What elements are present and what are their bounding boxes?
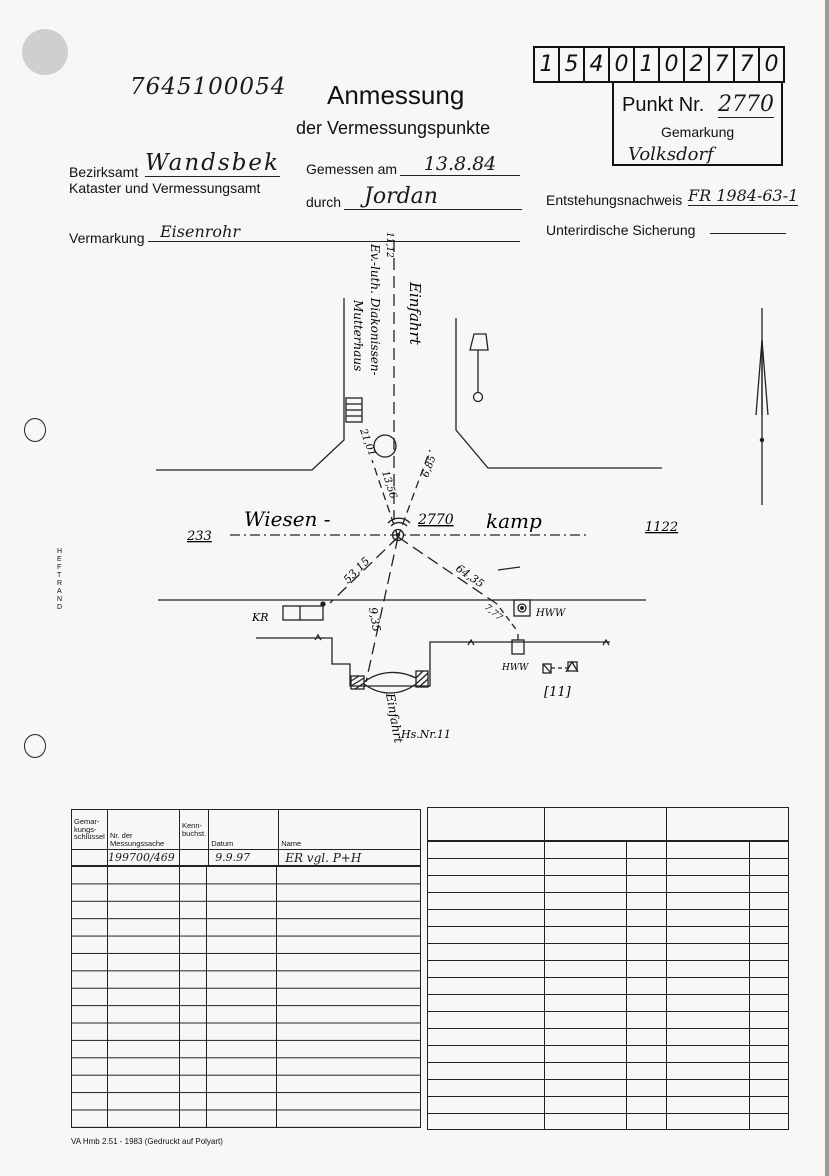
right-table-header-row — [427, 807, 789, 841]
bezirksamt-label: Bezirksamt — [69, 164, 139, 180]
entstehung-value: FR 1984-63-1 — [688, 186, 799, 205]
col-header-name: Name — [279, 810, 421, 850]
measure-5315: 53,15 — [340, 554, 373, 587]
lamp-symbol — [470, 334, 488, 350]
unterirdisch-label: Unterirdische Sicherung — [546, 222, 696, 238]
messungssache-value: 199700/469 — [108, 850, 180, 866]
measurement-table-left — [71, 809, 421, 866]
durch-value: Jordan — [344, 184, 522, 210]
building-label-2: Mutterhaus — [351, 300, 365, 372]
col-header-gemarkung: Gemar-kungs-schlüssel — [72, 810, 108, 850]
code-digit: 0 — [764, 52, 779, 77]
kataster-label: Kataster und Vermessungsamt — [69, 180, 261, 196]
col-header-kennbuchst: Kenn-buchst. — [180, 810, 209, 850]
vermarkung-value: Eisenrohr — [148, 222, 520, 242]
code-digit: 5 — [560, 48, 585, 81]
street-name-right: kamp — [486, 509, 542, 533]
gemarkung-label: Gemarkung — [661, 124, 735, 140]
house-number-label: [11] — [544, 685, 571, 700]
measure-777: 7,77 — [482, 602, 504, 624]
durch-label: durch — [306, 194, 342, 210]
code-digit: 0 — [660, 48, 685, 81]
name-value: ER vgl. P+H — [279, 850, 421, 866]
measure-685: 6,85 — [420, 454, 439, 480]
code-digit: 7 — [710, 48, 735, 81]
point-number-label: 2770 — [418, 512, 454, 528]
gemarkung-value: Volksdorf — [628, 144, 714, 165]
hww-label-2: HWW — [502, 663, 529, 673]
file-number: 7645100054 — [130, 74, 287, 100]
col-header-messungssache: Nr. der Messungssache — [108, 810, 180, 850]
code-digit: 2 — [685, 48, 710, 81]
code-digit: 4 — [585, 48, 610, 81]
form-footer: VA Hmb 2.51 - 1983 (Gedruckt auf Polyart) — [71, 1137, 223, 1146]
code-digit: 7 — [735, 48, 760, 81]
distance-left: 233 — [187, 529, 212, 544]
heftrand-label: HEFTRAND — [57, 548, 63, 611]
measure-1356: 13,56 — [379, 469, 399, 501]
measure-6435: 64,35 — [453, 561, 487, 591]
table-row — [72, 850, 421, 866]
col-header-datum: Datum — [209, 810, 279, 850]
bezirksamt-value: Wandsbek — [145, 150, 280, 176]
distance-right: 1122 — [645, 520, 679, 535]
property-line-lower — [256, 638, 610, 686]
einfahrt-bottom-label: Einfahrt — [383, 692, 406, 744]
street-name-left: Wiesen - — [244, 507, 331, 531]
kr-label: KR — [252, 611, 269, 624]
vermarkung-label: Vermarkung — [69, 230, 145, 246]
hww-label-1: HWW — [536, 608, 566, 619]
einfahrt-top-label: Einfahrt — [406, 282, 424, 345]
code-digit: 1 — [635, 48, 660, 81]
punkt-value: 2770 — [718, 92, 774, 117]
page-subtitle: der Vermessungspunkte — [296, 118, 491, 138]
building-label-1: Ev.-luth. Diakonissen- — [368, 244, 382, 376]
gemessen-label: Gemessen am — [306, 161, 398, 177]
punkt-label: Punkt Nr. — [622, 94, 705, 116]
left-table-empty-rows — [71, 866, 421, 1128]
kr-box — [283, 606, 323, 620]
code-digit: 0 — [610, 48, 635, 81]
entstehung-label: Entstehungsnachweis — [546, 192, 683, 208]
right-table-rows — [427, 841, 789, 1130]
measure-935: 9,35 — [366, 606, 384, 633]
hsnr-label: Hs.Nr.11 — [401, 728, 451, 741]
code-digit: 1 — [535, 48, 560, 81]
kerb-upper-left — [156, 298, 344, 470]
page-title: Anmessung — [327, 80, 465, 110]
gemessen-value: 13.8.84 — [400, 153, 520, 176]
measure-2101: 21,01 — [357, 427, 378, 458]
measure-1112: 11,12 — [384, 232, 394, 258]
datum-value: 9.9.97 — [209, 850, 279, 866]
